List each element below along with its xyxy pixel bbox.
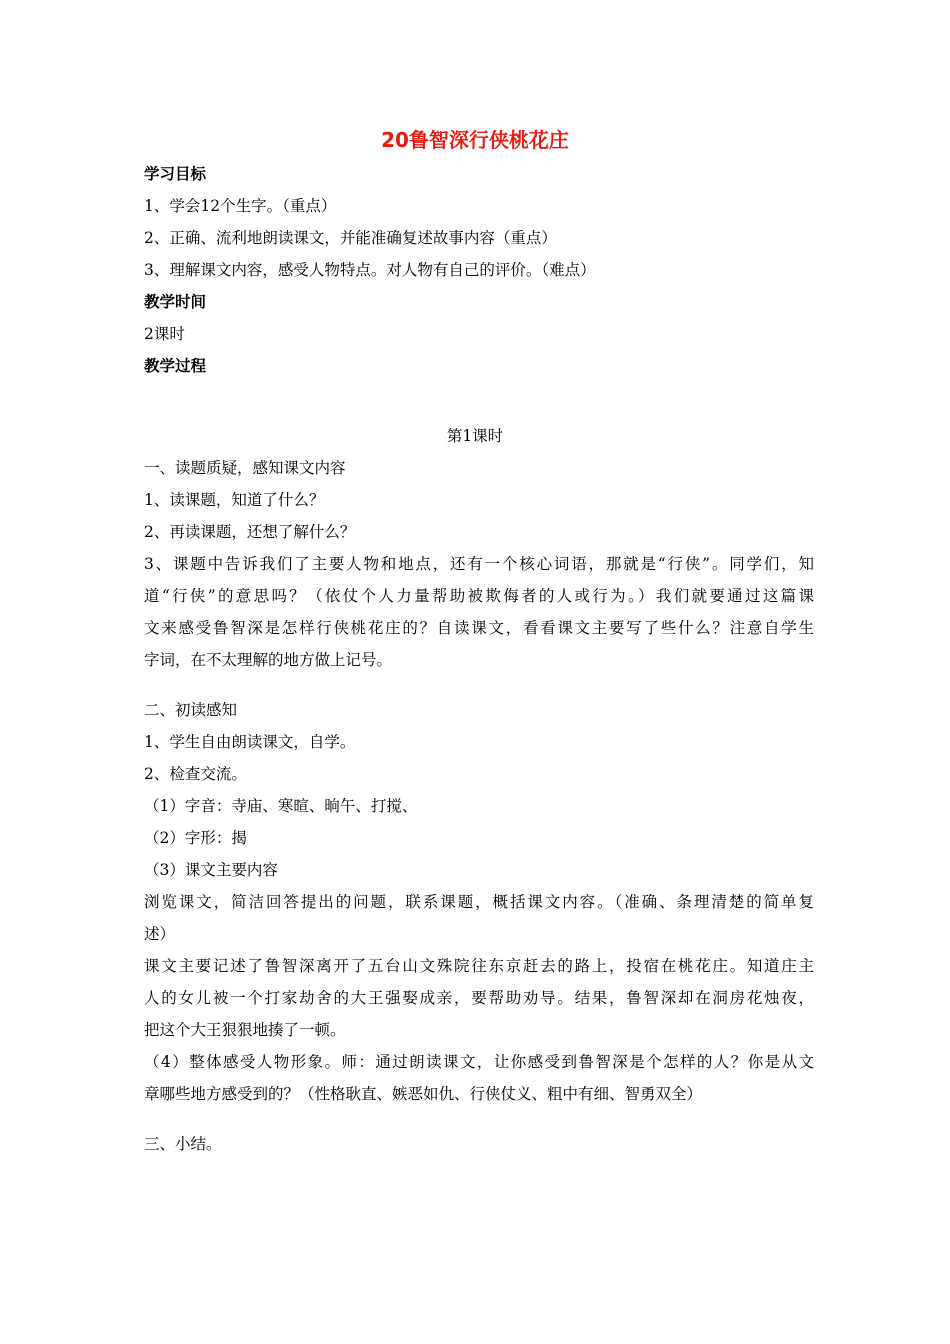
goals-heading: 学习目标 <box>144 165 207 183</box>
list-item: （3）课文主要内容 <box>144 861 278 879</box>
paragraph-line: 人的女儿被一个打家劫舍的大王强娶成亲，要帮助劝导。结果，鲁智深却在洞房花烛夜， <box>144 989 814 1007</box>
list-item: （2）字形：揭 <box>144 829 247 847</box>
paragraph-line: 道“行侠”的意思吗？（依仗个人力量帮助被欺侮者的人或行为。）我们就要通过这篇课 <box>144 587 814 605</box>
list-item: 2、再读课题，还想了解什么？ <box>144 523 356 541</box>
paragraph-line: 字词，在不太理解的地方做上记号。 <box>144 651 393 669</box>
part3-title: 三、小结。 <box>144 1135 222 1153</box>
part2-title: 二、初读感知 <box>144 701 238 719</box>
list-item: 2、检查交流。 <box>144 765 247 783</box>
paragraph-line: （4）整体感受人物形象。师：通过朗读课文，让你感受到鲁智深是个怎样的人？你是从文 <box>144 1053 814 1071</box>
goal-item: 2、正确、流利地朗读课文，并能准确复述故事内容（重点） <box>144 229 557 247</box>
paragraph-line: 3、课题中告诉我们了主要人物和地点，还有一个核心词语，那就是“行侠”。同学们，知 <box>144 555 814 573</box>
paragraph-line: 浏览课文，简洁回答提出的问题，联系课题，概括课文内容。（准确、条理清楚的简单复 <box>144 893 814 911</box>
paragraph-line: 述） <box>144 925 176 943</box>
process-heading: 教学过程 <box>144 357 207 375</box>
paragraph-line: 章哪些地方感受到的？（性格耿直、嫉恶如仇、行侠仗义、粗中有细、智勇双全） <box>144 1085 703 1103</box>
lesson-heading: 第1课时 <box>446 427 504 445</box>
time-heading: 教学时间 <box>144 293 207 311</box>
goal-item: 1、学会12个生字。（重点） <box>144 197 337 215</box>
goal-item: 3、理解课文内容，感受人物特点。对人物有自己的评价。（难点） <box>144 261 596 279</box>
part1-title: 一、读题质疑，感知课文内容 <box>144 459 346 477</box>
list-item: （1）字音：寺庙、寒暄、晌午、打搅、 <box>144 797 418 815</box>
paragraph-line: 课文主要记述了鲁智深离开了五台山文殊院往东京赶去的路上，投宿在桃花庄。知道庄主 <box>144 957 814 975</box>
list-item: 1、读课题，知道了什么？ <box>144 491 325 509</box>
time-value: 2课时 <box>144 325 185 343</box>
paragraph-line: 把这个大王狠狠地揍了一顿。 <box>144 1021 346 1039</box>
paragraph-line: 文来感受鲁智深是怎样行侠桃花庄的？自读课文，看看课文主要写了些什么？注意自学生 <box>144 619 814 637</box>
document-title: 20鲁智深行侠桃花庄 <box>381 128 569 152</box>
list-item: 1、学生自由朗读课文，自学。 <box>144 733 356 751</box>
